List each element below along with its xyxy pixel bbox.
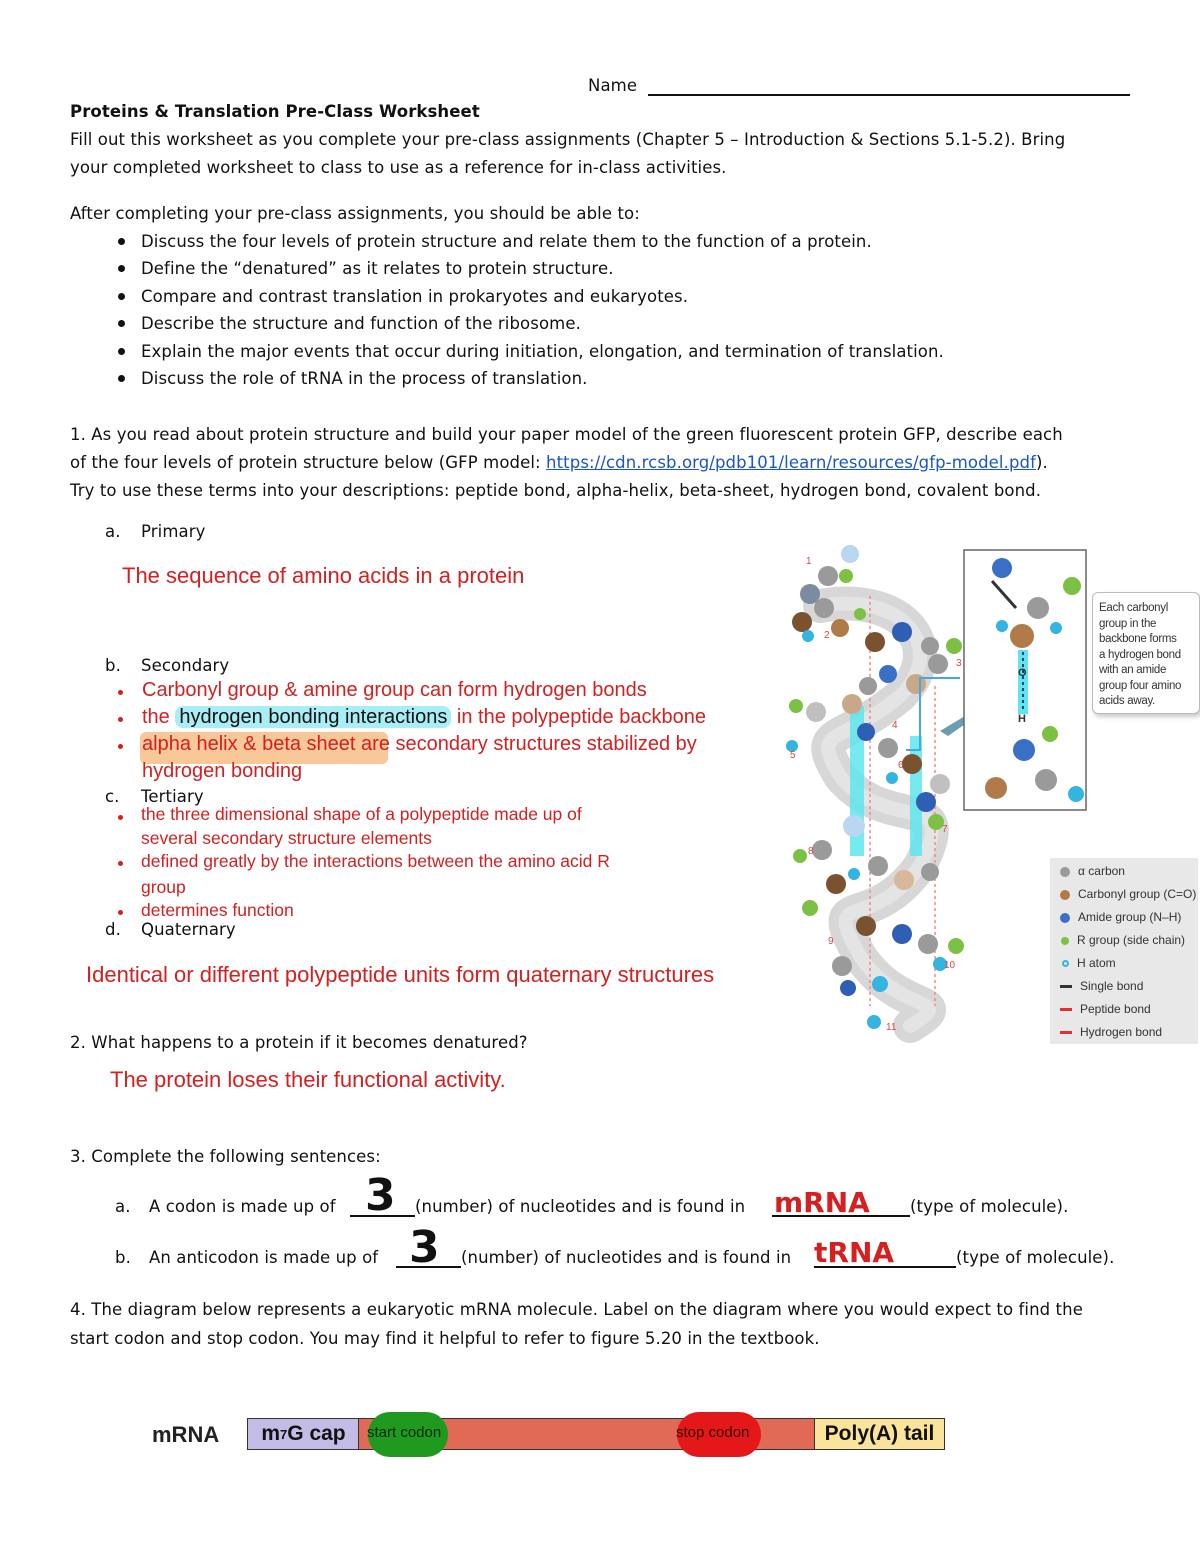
atom-o-label: O <box>1018 667 1027 679</box>
tertiary-title: Tertiary <box>141 787 204 806</box>
tertiary-answer-3: determines function <box>141 900 294 920</box>
alpha-carbon-icon <box>1060 867 1070 877</box>
red-bullet-icon <box>118 910 123 915</box>
red-bullet-icon <box>118 690 123 695</box>
legend-item <box>1060 933 1185 947</box>
legend-item <box>1060 864 1125 878</box>
quaternary-answer: Identical or different polypeptide units form quaternary structures <box>86 962 715 987</box>
q2-question: 2. What happens to a protein if it becomes denatured? <box>70 1033 528 1052</box>
residue-number: 3 <box>956 658 962 669</box>
objective-item: Discuss the four levels of protein structure and relate them to the function of a protein. <box>141 232 872 251</box>
red-bullet-icon <box>118 717 123 722</box>
legend-item <box>1060 956 1116 970</box>
quaternary-label: d. <box>105 920 121 939</box>
q3a-label: a. <box>115 1197 131 1216</box>
residue-number: 4 <box>892 720 898 731</box>
quaternary-title: Quaternary <box>141 920 236 939</box>
callout-line: Each carbonyl <box>1099 602 1168 614</box>
callout-box <box>1092 592 1200 714</box>
q3b-molecule-answer: tRNA <box>814 1236 895 1269</box>
objective-item: Define the “denatured” as it relates to protein structure. <box>141 259 614 278</box>
q3b-pre: An anticodon is made up of <box>149 1248 379 1267</box>
red-bullet-icon <box>118 744 123 749</box>
residue-number: 11 <box>886 1022 897 1033</box>
single-bond-icon <box>1060 985 1072 988</box>
q1-line-2 <box>70 453 1048 472</box>
legend-item <box>1060 887 1196 901</box>
objective-item: Explain the major events that occur during initiation, elongation, and termination of translation. <box>141 342 944 361</box>
q1-line-2-post: ). <box>1036 453 1048 472</box>
callout-line: a hydrogen bond <box>1099 648 1181 661</box>
cap-text-sup: 7 <box>280 1426 288 1442</box>
tertiary-label: c. <box>105 787 120 806</box>
secondary-answer-2-pre: the <box>142 706 176 728</box>
bullet-icon <box>118 375 125 382</box>
q1-line-3: Try to use these terms into your descriptions: peptide bond, alpha-helix, beta-sheet, hydrogen bond, covalent bond. <box>70 481 1042 500</box>
objective-item: Describe the structure and function of the ribosome. <box>141 314 581 333</box>
primary-title: Primary <box>141 522 206 541</box>
legend-label: Amide group (N–H) <box>1078 910 1182 924</box>
callout-line: backbone forms <box>1099 633 1177 645</box>
q3b-mid: (number) of nucleotides and is found in <box>461 1248 792 1267</box>
tertiary-answer-1-line-2: several secondary structure elements <box>141 828 432 848</box>
mrna-label: mRNA <box>152 1422 220 1447</box>
name-field-line[interactable] <box>648 94 1130 96</box>
secondary-answer-3 <box>142 733 697 756</box>
q3a-number-answer: 3 <box>365 1170 396 1221</box>
highlight-hydrogen-bonding: hydrogen bonding interactions <box>175 706 451 728</box>
residue-number: 10 <box>944 960 956 971</box>
q2-answer: The protein loses their functional activity. <box>110 1067 506 1092</box>
q4-line-2: start codon and stop codon. You may find it helpful to refer to figure 5.20 in the textbook. <box>70 1329 820 1348</box>
q3a-mid: (number) of nucleotides and is found in <box>415 1197 746 1216</box>
callout-line: group four amino <box>1099 679 1182 692</box>
legend-item <box>1060 910 1181 924</box>
secondary-label: b. <box>105 656 121 675</box>
legend-item <box>1060 979 1143 993</box>
residue-number: 8 <box>808 846 814 857</box>
legend-label: Single bond <box>1080 979 1144 993</box>
intro-line-2: your completed worksheet to class to use as a reference for in-class activities. <box>70 158 727 177</box>
objectives-lead: After completing your pre-class assignments, you should be able to: <box>70 204 640 223</box>
primary-label: a. <box>105 522 121 541</box>
mrna-tail-segment <box>814 1418 945 1450</box>
residue-number: 1 <box>806 556 812 567</box>
cap-text-post: G cap <box>287 1422 346 1445</box>
legend-label: α carbon <box>1078 864 1125 878</box>
legend-label: Carbonyl group (C=O) <box>1078 887 1197 901</box>
cap-text-pre: m <box>261 1422 281 1445</box>
legend-label: Hydrogen bond <box>1080 1025 1163 1039</box>
amide-icon <box>1060 913 1070 923</box>
gfp-model-link[interactable]: https://cdn.rcsb.org/pdb101/learn/resources/gfp-model.pdf <box>546 453 1037 472</box>
objective-item: Compare and contrast translation in prokaryotes and eukaryotes. <box>141 287 689 306</box>
secondary-answer-2-post: in the polypeptide backbone <box>451 706 706 728</box>
worksheet-title: Proteins & Translation Pre-Class Worksheet <box>70 102 480 121</box>
callout-line: with an amide <box>1099 664 1167 676</box>
legend-label: H atom <box>1077 956 1116 970</box>
legend-item <box>1060 1002 1151 1016</box>
q3b-label: b. <box>115 1248 131 1267</box>
red-bullet-icon <box>118 815 123 820</box>
legend-label: Peptide bond <box>1080 1002 1151 1016</box>
bullet-icon <box>118 348 125 355</box>
q4-line-1: 4. The diagram below represents a eukaryotic mRNA molecule. Label on the diagram where you would expect to find the <box>70 1300 1083 1319</box>
residue-number: 7 <box>942 824 948 835</box>
secondary-answer-1: Carbonyl group & amine group can form hydrogen bonds <box>142 679 647 701</box>
primary-answer: The sequence of amino acids in a protein <box>122 563 525 588</box>
tertiary-answer-2-line-2: group <box>141 877 186 897</box>
residue-number: 2 <box>824 630 830 641</box>
figure-legend <box>1050 858 1198 1044</box>
q3b-post: (type of molecule). <box>956 1248 1115 1267</box>
mrna-cap-segment <box>247 1418 360 1450</box>
q1-line-2-pre: of the four levels of protein structure below (GFP model: <box>70 453 547 472</box>
tertiary-answer-2: defined greatly by the interactions between the amino acid R <box>141 851 610 871</box>
callout-line: group in the <box>1099 617 1157 630</box>
secondary-answer-2 <box>142 706 706 729</box>
secondary-answer-3-post: are secondary structures stabilized by <box>355 733 697 755</box>
legend-label: R group (side chain) <box>1077 933 1186 947</box>
q3a-post: (type of molecule). <box>910 1197 1069 1216</box>
secondary-answer-3-hl: alpha helix & beta sheet <box>142 733 356 755</box>
bullet-icon <box>118 293 125 300</box>
callout-text <box>1099 601 1195 710</box>
legend-item <box>1060 1025 1162 1039</box>
objective-item: Discuss the role of tRNA in the process of translation. <box>141 369 588 388</box>
red-bullet-icon <box>118 861 123 866</box>
q1-line-1: 1. As you read about protein structure and build your paper model of the green fluorescent protein GFP, describe each <box>70 425 1063 444</box>
q3b-number-answer: 3 <box>409 1222 440 1273</box>
secondary-title: Secondary <box>141 656 230 675</box>
h-atom-icon <box>1062 960 1069 967</box>
bullet-icon <box>118 320 125 327</box>
q3-question: 3. Complete the following sentences: <box>70 1147 381 1166</box>
start-codon-label: start codon <box>367 1424 442 1441</box>
q3a-pre: A codon is made up of <box>149 1197 336 1216</box>
bullet-icon <box>118 238 125 245</box>
callout-line: acids away. <box>1099 695 1155 707</box>
bullet-icon <box>118 265 125 272</box>
tail-text: Poly(A) tail <box>824 1422 935 1445</box>
mrna-diagram <box>247 1418 947 1452</box>
peptide-bond-icon <box>1060 1008 1072 1011</box>
tertiary-answer-1: the three dimensional shape of a polypeptide made up of <box>141 804 582 824</box>
residue-number: 9 <box>828 936 834 947</box>
atom-h-label: H <box>1018 713 1026 725</box>
intro-line-1: Fill out this worksheet as you complete your pre-class assignments (Chapter 5 – Introduction & Sections 5.1-5.2). Bring <box>70 130 1066 149</box>
secondary-answer-3-line-2: hydrogen bonding <box>142 760 303 782</box>
carbonyl-icon <box>1060 890 1070 900</box>
stop-codon-label: stop codon <box>676 1424 750 1441</box>
residue-number: 6 <box>898 760 904 771</box>
name-label: Name <box>588 76 638 95</box>
residue-number: 5 <box>790 750 796 761</box>
q3a-molecule-answer: mRNA <box>774 1186 870 1219</box>
hydrogen-bond-icon <box>1060 1031 1072 1034</box>
r-group-icon <box>1061 937 1069 945</box>
